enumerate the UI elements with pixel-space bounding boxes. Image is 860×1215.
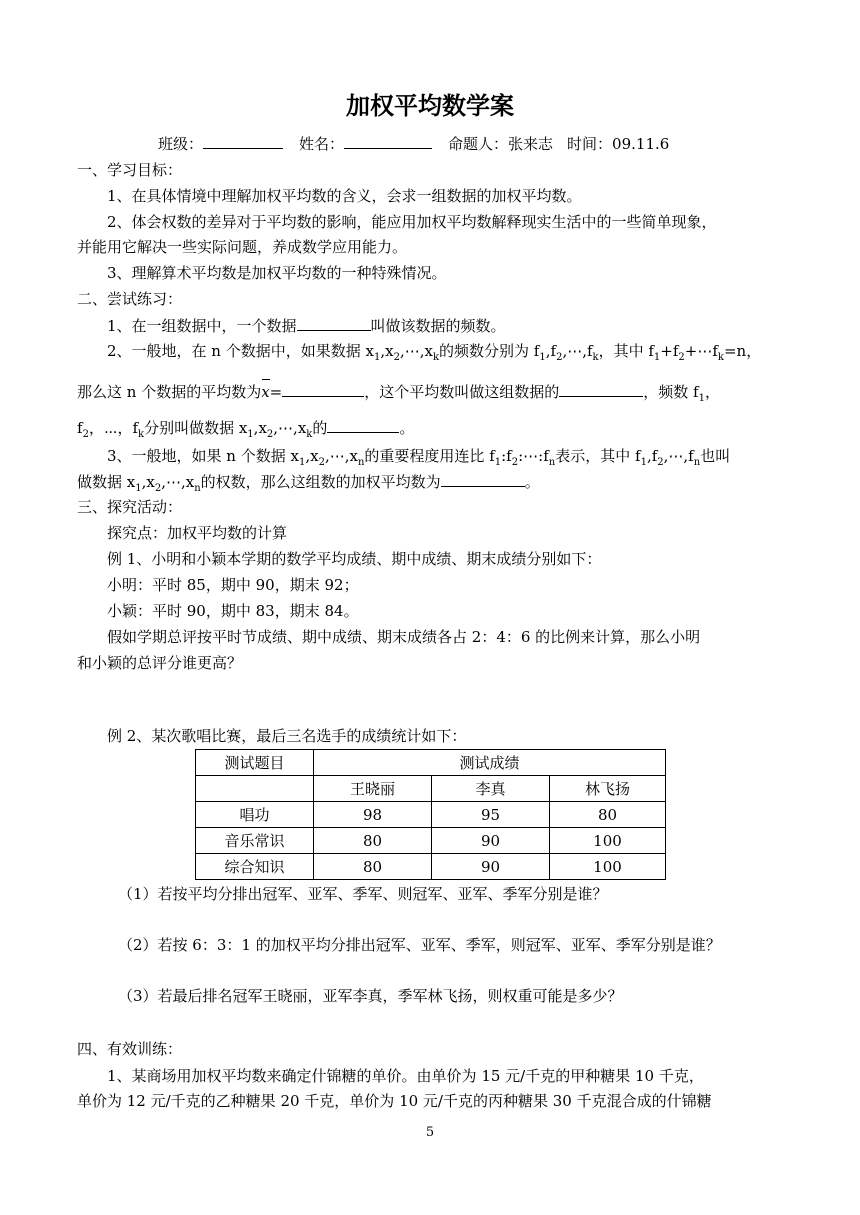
contestant-name: 李真	[432, 776, 550, 802]
training-1a: 1、某商场用加权平均数来确定什锦糖的单价。由单价为 15 元/千克的甲种糖果 10 千克，	[107, 1067, 704, 1085]
sub: 2	[266, 429, 274, 440]
sub: 1	[653, 352, 661, 363]
q2-text-e: ，	[704, 383, 720, 401]
example-1: 例 1、小明和小颖本学期的数学平均成绩、期中成绩、期末成绩分别如下：	[107, 550, 602, 568]
q2-frag: ,⋯,x	[273, 419, 307, 437]
table-row	[196, 854, 666, 880]
sub: 2	[657, 457, 664, 468]
q2-frag: ，其中 f	[598, 342, 654, 360]
equals-sign: =	[269, 383, 283, 401]
goal-3: 3、理解算术平均数是加权平均数的一种特殊情况。	[107, 264, 447, 282]
q3-frag: ,⋯,x	[324, 447, 358, 465]
setter-text: 命题人：张来志	[448, 135, 554, 153]
q3-frag: :⋯:f	[518, 447, 549, 465]
q3-frag: ,x	[305, 447, 319, 465]
table-row	[196, 828, 666, 854]
q2-text-c: ，这个平均数叫做这组数据的	[364, 383, 560, 401]
score-cell: 90	[432, 828, 550, 854]
score-cell: 80	[314, 828, 432, 854]
q2-frag: ,⋯,x	[399, 342, 433, 360]
sub: 1	[298, 457, 306, 468]
xiaoying-scores: 小颖：平时 90，期中 83，期末 84。	[107, 602, 359, 620]
score-cell: 95	[432, 802, 550, 828]
weight-name-blank[interactable]	[327, 417, 399, 433]
sub: k	[138, 429, 145, 440]
q2-frag: +⋯f	[684, 342, 718, 360]
sub: n	[693, 457, 701, 468]
question-3-line-1	[107, 446, 790, 466]
q3-frag: :f	[501, 447, 512, 465]
x-bar-symbol: x	[261, 383, 270, 401]
sub-question-3: （3）若最后排名冠军王晓丽，亚军李真，季军林飞扬，则权重可能是多少？	[118, 987, 623, 1005]
name-label: 姓名：	[299, 135, 345, 153]
sub: k	[432, 352, 440, 363]
example-1-question-a: 假如学期总评按平时节成绩、期中成绩、期末成绩各占 2：4：6 的比例来计算，那么小明	[107, 628, 701, 646]
score-cell: 80	[550, 802, 666, 828]
q3-frag: 3、一般地，如果 n 个数据 x	[107, 447, 299, 465]
score-table	[195, 749, 666, 880]
q2-frag: ,f	[545, 342, 557, 360]
table-row	[196, 802, 666, 828]
section-heading-2: 二、尝试练习：	[77, 290, 183, 308]
training-1b: 单价为 12 元/千克的乙种糖果 20 千克，单价为 10 元/千克的丙种糖果 30 千克混合成的什锦糖	[77, 1092, 712, 1110]
explore-point: 探究点：加权平均数的计算	[107, 524, 288, 542]
sub: 2	[556, 352, 563, 363]
q2-text: 2、一般地，在 n 个数据中，如果数据 x	[107, 342, 374, 360]
sub: 2	[678, 352, 685, 363]
q1-text-a: 1、在一组数据中，一个数据	[107, 317, 297, 335]
sub: 2	[82, 429, 89, 440]
q3-frag: 做数据 x	[77, 473, 136, 491]
goal-2a: 2、体会权数的差异对于平均数的影响，能应用加权平均数解释现实生活中的一些简单现象，	[107, 213, 717, 231]
class-label: 班级：	[158, 135, 204, 153]
q2-frag: 的	[312, 419, 328, 437]
sub: k	[306, 429, 313, 440]
q3-frag: 。	[524, 473, 540, 491]
example-2: 例 2、某次歌唱比赛，最后三名选手的成绩统计如下：	[107, 727, 467, 745]
q1-text-b: 叫做该数据的频数。	[370, 317, 506, 335]
sub: 2	[154, 483, 162, 494]
sub: 2	[318, 457, 325, 468]
score-cell: 98	[314, 802, 432, 828]
sub: 1	[640, 457, 647, 468]
q3-frag: 的重要程度用连比 f	[364, 447, 495, 465]
q1-blank[interactable]	[297, 315, 371, 331]
q2-frag: 的频数分别为 f	[439, 342, 540, 360]
score-cell: 100	[550, 828, 666, 854]
section-heading-1: 一、学习目标：	[77, 161, 183, 179]
sub: 1	[698, 393, 705, 404]
q3-frag: ,⋯,x	[161, 473, 195, 491]
q3-frag: 也叫	[700, 447, 731, 465]
q3-frag: ,x	[141, 473, 155, 491]
sub: 1	[247, 429, 254, 440]
sub: 2	[511, 457, 519, 468]
xiaoming-scores: 小明：平时 85，期中 90，期末 92；	[107, 576, 359, 594]
score-cell: 90	[432, 854, 550, 880]
question-2-line-1	[107, 341, 790, 361]
table-header-row	[196, 750, 666, 776]
example-1-question-b: 和小颖的总评分谁更高？	[77, 654, 243, 672]
q2-frag: +f	[660, 342, 679, 360]
question-1	[107, 315, 790, 336]
empty-cell	[196, 776, 314, 802]
goal-2b: 并能用它解决一些实际问题，养成数学应用能力。	[77, 238, 408, 256]
sub: 1	[135, 483, 142, 494]
score-cell: 80	[314, 854, 432, 880]
item-cell: 综合知识	[196, 854, 314, 880]
weighted-mean-blank[interactable]	[441, 471, 525, 487]
sub-question-1: （1）若按平均分排出冠军、亚军、季军、则冠军、亚军、季军分别是谁？	[118, 885, 608, 903]
sub: 1	[373, 352, 381, 363]
item-cell: 唱功	[196, 802, 314, 828]
table-names-row	[196, 776, 666, 802]
name-of-mean-blank[interactable]	[559, 381, 643, 397]
mean-blank[interactable]	[282, 381, 364, 397]
sub: k	[717, 352, 724, 363]
sub: n	[548, 457, 556, 468]
q2-text-d: ，频数 f	[643, 383, 699, 401]
name-blank[interactable]	[344, 133, 432, 149]
q2-frag: 。	[399, 419, 415, 437]
header-info	[158, 133, 790, 154]
question-3-line-2	[77, 471, 790, 492]
goal-1: 1、在具体情境中理解加权平均数的含义，会求一组数据的加权平均数。	[107, 187, 582, 205]
header-cell-scores: 测试成绩	[314, 750, 666, 776]
question-2-line-2	[77, 381, 790, 402]
contestant-name: 林飞扬	[550, 776, 666, 802]
class-blank[interactable]	[203, 133, 283, 149]
sub: n	[194, 483, 201, 494]
q2-frag: ,x	[380, 342, 394, 360]
section-heading-4: 四、有效训练：	[77, 1040, 183, 1058]
sub: 2	[393, 352, 400, 363]
q2-frag: f	[77, 419, 83, 437]
q3-frag: 的权数，那么这组数的加权平均数为	[200, 473, 441, 491]
sub: k	[592, 352, 599, 363]
question-2-line-3	[77, 417, 790, 438]
q2-mean-text: 那么这 n 个数据的平均数为	[77, 383, 262, 401]
sub: 1	[494, 457, 502, 468]
q2-frag: 分别叫做数据 x	[144, 419, 248, 437]
q2-frag: =n，	[723, 342, 762, 360]
q3-frag: 表示，其中 f	[555, 447, 641, 465]
sub: n	[357, 457, 365, 468]
item-cell: 音乐常识	[196, 828, 314, 854]
page-number: 5	[425, 1125, 435, 1140]
q3-frag: ,f	[646, 447, 658, 465]
q3-frag: ,⋯,f	[663, 447, 694, 465]
section-heading-3: 三、探究活动：	[77, 498, 183, 516]
q2-frag: ,x	[253, 419, 267, 437]
page-title: 加权平均数学案	[346, 92, 514, 120]
contestant-name: 王晓丽	[314, 776, 432, 802]
q2-frag: ，⋯，f	[88, 419, 138, 437]
header-cell-item: 测试题目	[196, 750, 314, 776]
score-cell: 100	[550, 854, 666, 880]
sub-question-2: （2）若按 6：3：1 的加权平均分排出冠军、亚军、季军，则冠军、亚军、季军分别是谁？	[118, 936, 721, 954]
time-text: 时间：09.11.6	[567, 135, 670, 153]
q2-frag: ,⋯,f	[562, 342, 593, 360]
sub: 1	[539, 352, 546, 363]
